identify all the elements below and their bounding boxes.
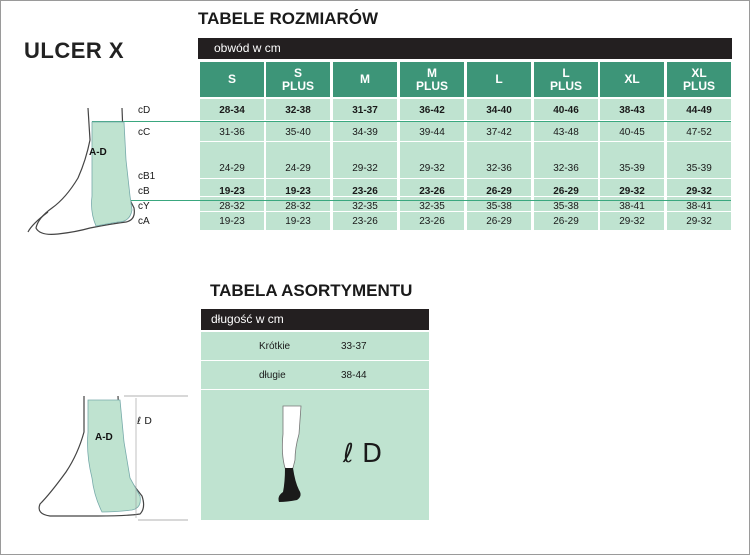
leg-outline-icon [39,396,188,520]
row-label: cY [138,201,150,212]
size-cell: 29-32 [686,186,712,197]
size-column-header-label: S [227,72,236,86]
size-column-header [667,62,731,97]
assortment-row-value: 33-37 [341,341,367,352]
size-cell: 29-32 [619,216,645,227]
size-cell: 40-45 [619,127,645,138]
size-cell: 26-29 [553,216,579,227]
size-cell: 35-39 [619,163,645,174]
stocking-length-icon [265,404,315,504]
size-column-header [467,62,531,97]
size-cell: 40-46 [553,105,579,116]
size-cell: 19-23 [285,216,311,227]
size-cell: 29-32 [352,163,378,174]
assortment-row-label: długie [259,370,286,381]
size-cell: 24-29 [285,163,311,174]
size-cell: 35-38 [486,201,512,212]
row-label: cB [138,186,150,197]
size-cell: 47-52 [686,127,712,138]
row-divider [200,178,731,179]
size-column-header-label: S PLUS [281,65,314,93]
size-cell: 24-29 [219,163,245,174]
assortment-row-label: Krótkie [259,341,291,352]
size-cell: 32-38 [285,105,311,116]
size-unit-bar: obwód w cm [198,38,732,59]
size-cell: 32-36 [486,163,512,174]
size-column-header-label: XL [624,72,640,86]
size-cell: 31-37 [352,105,378,116]
size-cell: 26-29 [486,216,512,227]
size-column-header [400,62,464,97]
size-column-header [266,62,330,97]
size-cell: 38-43 [619,105,645,116]
size-cell: 35-39 [686,163,712,174]
size-cell: 23-26 [352,216,378,227]
assortment-title: TABELA ASORTYMENTU [210,281,413,300]
size-cell: 19-23 [285,186,311,197]
measurement-line [110,200,731,201]
size-cell: 34-39 [352,127,378,138]
size-cell: 38-41 [619,201,645,212]
leg-diagram-top [18,100,158,240]
size-column-header-label: M PLUS [415,65,448,93]
product-name: ULCER X [24,38,125,63]
size-cell: 44-49 [686,105,712,116]
leg-length-label: ℓ D [137,416,153,427]
size-cell: 39-44 [419,127,445,138]
size-cell: 37-42 [486,127,512,138]
assortment-table [201,332,429,520]
assortment-row-value: 38-44 [341,370,367,381]
size-cell: 31-36 [219,127,245,138]
size-cell: 23-26 [419,186,445,197]
size-cell: 23-26 [352,186,378,197]
size-cell: 32-36 [553,163,579,174]
size-cell: 28-32 [285,201,311,212]
size-cell: 35-40 [285,127,311,138]
leg-label-bottom: A-D [95,432,113,443]
size-cell: 32-35 [352,201,378,212]
size-cell: 26-29 [553,186,579,197]
row-label: cC [138,127,151,138]
row-label: cD [138,105,151,116]
size-cell: 28-34 [219,105,245,116]
row-divider [200,141,731,142]
size-cell: 29-32 [419,163,445,174]
size-cell: 38-41 [686,201,712,212]
row-label: cB1 [138,171,156,182]
size-column-header-label: L [495,72,503,86]
size-cell: 32-35 [419,201,445,212]
size-cell: 29-32 [686,216,712,227]
assortment-row [201,361,429,390]
size-cell: 34-40 [486,105,512,116]
size-cell: 43-48 [553,127,579,138]
size-column-header [200,62,264,97]
size-column-header [534,62,598,97]
size-column-header [333,62,397,97]
size-column-header-label: XL PLUS [682,65,715,93]
leg-diagram-bottom [28,392,198,524]
leg-label-top: A-D [89,147,107,158]
size-table-title: TABELE ROZMIARÓW [198,9,379,28]
size-cell: 35-38 [553,201,579,212]
measurement-line [92,121,731,122]
size-cell: 19-23 [219,186,245,197]
assortment-unit-bar: długość w cm [201,309,429,330]
size-cell: 26-29 [486,186,512,197]
leg-outline-icon [28,108,134,234]
size-column-header-label: L PLUS [549,65,582,93]
length-symbol: ℓ D [343,439,383,469]
size-column-header [600,62,664,97]
row-label: cA [138,216,150,227]
size-column-header-label: M [360,72,370,86]
size-cell: 23-26 [419,216,445,227]
size-cell: 36-42 [419,105,445,116]
size-cell: 29-32 [619,186,645,197]
size-cell: 28-32 [219,201,245,212]
size-cell: 19-23 [219,216,245,227]
assortment-row [201,332,429,361]
